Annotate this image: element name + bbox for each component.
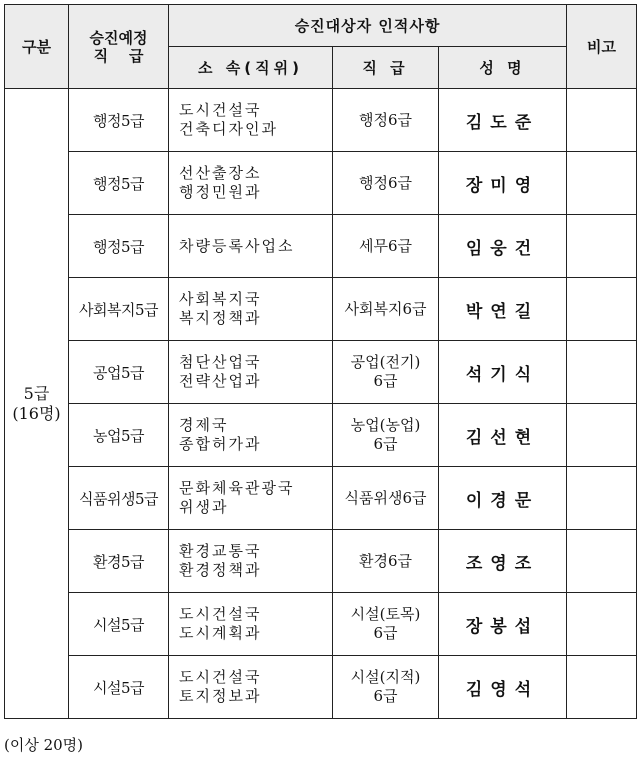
affiliation-line1: 사회복지국: [179, 290, 262, 308]
affiliation-line2: 위생과: [179, 498, 229, 516]
header-name: 성 명: [439, 47, 567, 89]
remarks-cell: [567, 152, 637, 215]
current-grade-line1: 행정6급: [358, 110, 412, 129]
table-row: [5, 593, 637, 656]
person-name-cell: 이경문: [439, 467, 567, 530]
current-grade-line1: 시설(지적): [350, 668, 421, 686]
remarks-cell: [567, 89, 637, 152]
header-remarks: 비고: [567, 5, 637, 89]
affiliation-cell: [169, 341, 333, 404]
promotion-grade-cell: 시설5급: [69, 656, 169, 719]
affiliation-line1: 첨단산업국: [179, 353, 262, 371]
promotion-grade-cell: 농업5급: [69, 404, 169, 467]
person-name-cell: 김선현: [439, 404, 567, 467]
affiliation-line2: 건축디자인과: [179, 120, 278, 138]
affiliation-line2: 도시계획과: [179, 624, 262, 642]
header-grade: 직 급: [333, 47, 439, 89]
current-grade-cell: [333, 404, 439, 467]
affiliation-line2: 토지정보과: [179, 687, 262, 705]
affiliation-line1: 도시건설국: [179, 101, 262, 119]
affiliation-cell: [169, 89, 333, 152]
person-name-cell: 김도준: [439, 89, 567, 152]
current-grade-line1: 공업(전기): [350, 353, 421, 371]
current-grade-line1: 사회복지6급: [344, 299, 427, 318]
affiliation-line1: 선산출장소: [179, 164, 262, 182]
remarks-cell: [567, 215, 637, 278]
promotion-grade-cell: 환경5급: [69, 530, 169, 593]
promotion-grade-cell: 행정5급: [69, 152, 169, 215]
current-grade-line1: 행정6급: [358, 173, 412, 192]
person-name-cell: 석기식: [439, 341, 567, 404]
table-row: [5, 467, 637, 530]
person-name-cell: 김영석: [439, 656, 567, 719]
remarks-cell: [567, 593, 637, 656]
remarks-cell: [567, 530, 637, 593]
affiliation-line1: 문화체육관광국: [179, 479, 295, 497]
person-name-cell: 박연길: [439, 278, 567, 341]
group-cell: [5, 89, 69, 719]
table-row: [5, 530, 637, 593]
current-grade-line2: 6급: [373, 372, 398, 390]
affiliation-cell: [169, 278, 333, 341]
affiliation-line1: 환경교통국: [179, 542, 262, 560]
promotion-grade-cell: 행정5급: [69, 215, 169, 278]
table-row: [5, 656, 637, 719]
affiliation-cell: [169, 404, 333, 467]
table-body: [5, 89, 637, 719]
current-grade-line1: 세무6급: [358, 236, 412, 255]
current-grade-cell: [333, 530, 439, 593]
current-grade-line1: 농업(농업): [350, 416, 421, 434]
remarks-cell: [567, 467, 637, 530]
affiliation-cell: [169, 656, 333, 719]
promotion-table: [4, 4, 637, 719]
promotion-grade-cell: 공업5급: [69, 341, 169, 404]
table-row: [5, 152, 637, 215]
promotion-grade-cell: 식품위생5급: [69, 467, 169, 530]
person-name-cell: 임웅건: [439, 215, 567, 278]
affiliation-line2: 종합허가과: [179, 435, 262, 453]
current-grade-cell: [333, 152, 439, 215]
table-row: [5, 404, 637, 467]
affiliation-line1: 경제국: [179, 416, 229, 434]
current-grade-cell: [333, 341, 439, 404]
affiliation-cell: [169, 530, 333, 593]
person-name-cell: 조영조: [439, 530, 567, 593]
person-name-cell: 장봉섭: [439, 593, 567, 656]
table-row: [5, 215, 637, 278]
current-grade-cell: [333, 656, 439, 719]
header-promotion-grade: [69, 5, 169, 89]
affiliation-line2: 전략산업과: [179, 372, 262, 390]
affiliation-line1: 도시건설국: [179, 605, 262, 623]
header-promotion-grade-line1: 승진예정: [89, 28, 148, 47]
promotion-grade-cell: 사회복지5급: [69, 278, 169, 341]
current-grade-cell: [333, 467, 439, 530]
affiliation-cell: [169, 215, 333, 278]
current-grade-line1: 시설(토목): [350, 605, 421, 623]
affiliation-line1: 도시건설국: [179, 668, 262, 686]
table-row: [5, 89, 637, 152]
current-grade-cell: [333, 215, 439, 278]
current-grade-cell: [333, 89, 439, 152]
current-grade-line1: 식품위생6급: [344, 488, 427, 507]
footer-total: (이상 20명): [4, 736, 84, 754]
header-promotion-grade-line2: 직 급: [93, 46, 144, 65]
remarks-cell: [567, 404, 637, 467]
table-row: [5, 278, 637, 341]
group-grade: 5급: [23, 383, 50, 403]
affiliation-cell: [169, 593, 333, 656]
remarks-cell: [567, 278, 637, 341]
affiliation-cell: [169, 152, 333, 215]
affiliation-line2: 환경정책과: [179, 561, 262, 579]
header-affiliation: 소 속(직위): [169, 47, 333, 89]
current-grade-line2: 6급: [373, 435, 398, 453]
table-row: [5, 341, 637, 404]
current-grade-line2: 6급: [373, 624, 398, 642]
affiliation-cell: [169, 467, 333, 530]
promotion-grade-cell: 시설5급: [69, 593, 169, 656]
current-grade-cell: [333, 593, 439, 656]
remarks-cell: [567, 341, 637, 404]
promotion-grade-cell: 행정5급: [69, 89, 169, 152]
person-name-cell: 장미영: [439, 152, 567, 215]
header-category: 구분: [5, 5, 69, 89]
affiliation-line1: 차량등록사업소: [179, 236, 295, 255]
affiliation-line2: 행정민원과: [179, 183, 262, 201]
current-grade-line2: 6급: [373, 687, 398, 705]
current-grade-line1: 환경6급: [358, 551, 412, 570]
current-grade-cell: [333, 278, 439, 341]
header-target-info: 승진대상자 인적사항: [169, 5, 567, 47]
remarks-cell: [567, 656, 637, 719]
group-count: (16명): [12, 403, 61, 423]
affiliation-line2: 복지정책과: [179, 309, 262, 327]
